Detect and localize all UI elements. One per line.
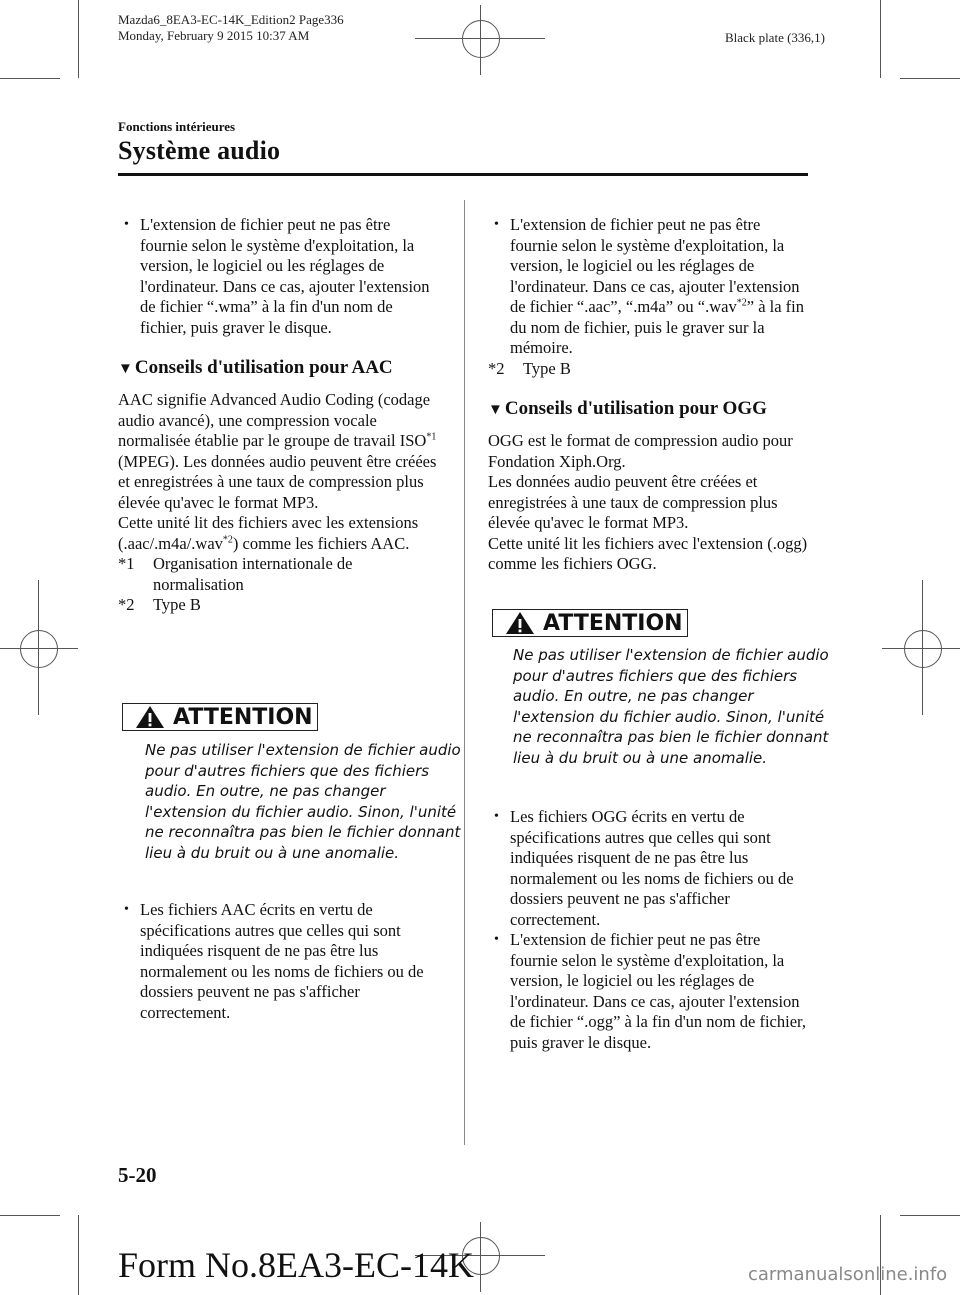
plate-label: Black plate (336,1) <box>725 30 825 45</box>
ogg-paragraph-3: Cette unité lit les fichiers avec l'extension (.ogg) comme les fichiers OGG. <box>488 533 808 573</box>
page-number: 5-20 <box>118 1163 157 1187</box>
file-date: Monday, February 9 2015 10:37 AM <box>118 28 310 43</box>
column-divider <box>464 200 465 1145</box>
warning-triangle-icon <box>135 705 165 729</box>
list-item: • L'extension de fichier peut ne pas être fournie selon le système d'exploitation, la version, le logiciel ou les réglages de l'ordinateur. Dans ce cas, ajouter l'extension de fichier “.aac”, “.m4a” ou “.wav$^{*2}$” à la fin du nom de fichier, puis le graver sur la mémoire. <box>488 215 810 359</box>
aac-heading: ▼ Conseils d'utilisation pour AAC <box>118 356 440 381</box>
ogg-paragraph-2: Les données audio peuvent être créées et enregistrées à une taux de compression plus élevée qu'avec le format MP3. <box>488 472 778 532</box>
footnote-2: *2 Type B <box>118 595 201 614</box>
list-item: • Les fichiers OGG écrits en vertu de spécifications autres que celles qui sont indiquées risquent de ne pas être lus normalement ou les noms de fichiers ou de dossiers peuvent ne pas s'afficher correctement. <box>488 807 810 930</box>
form-number: Form No.8EA3-EC-14K <box>118 1245 474 1285</box>
right-column-bottom <box>488 807 810 1053</box>
attention-text: Ne pas utiliser l'extension de fichier audio pour d'autres fichiers que des fichiers audio. En outre, ne pas changer l'extension du fichier audio. Sinon, l'unité ne reconnaîtra pas bien le fichier donnant lieu à du bruit ou à une anomalie. <box>513 646 829 767</box>
aac-paragraph-1: AAC signifie Advanced Audio Coding (codage audio avancé), une compression vocale normalisée établie par le groupe de travail ISO$^{*1}$ (MPEG). Les données audio peuvent être créées et enregistrées à une taux de compression plus élevée qu'avec le format MP3. <box>118 390 437 512</box>
file-info <box>118 12 344 44</box>
triangle-down-icon: ▼ <box>488 402 503 418</box>
footnote-1: *1 Organisation internationale de normalisation <box>118 554 353 594</box>
section-small: Fonctions intérieures <box>118 119 236 134</box>
aac-paragraph-2: Cette unité lit des fichiers avec les extensions (.aac/.m4a/.wav$^{*2}$) comme les fichiers AAC. <box>118 513 419 553</box>
ogg-heading: ▼ Conseils d'utilisation pour OGG <box>488 397 810 422</box>
list-item: • Les fichiers AAC écrits en vertu de spécifications autres que celles qui sont indiquées risquent de ne pas être lus normalement ou les noms de fichiers ou de dossiers peuvent ne pas s'afficher correctement. <box>118 900 440 1023</box>
warning-triangle-icon <box>505 611 535 635</box>
list-item: • L'extension de fichier peut ne pas être fournie selon le système d'exploitation, la version, le logiciel ou les réglages de l'ordinateur. Dans ce cas, ajouter l'extension de fichier “.wma” à la fin d'un nom de fichier, puis graver le disque. <box>118 215 440 338</box>
right-column <box>488 215 810 575</box>
attention-label: ATTENTION <box>122 703 318 731</box>
attention-text: Ne pas utiliser l'extension de fichier audio pour d'autres fichiers que des fichiers audio. En outre, ne pas changer l'extension du fichier audio. Sinon, l'unité ne reconnaîtra pas bien le fichier donnant lieu à du bruit ou à une anomalie. <box>145 741 461 862</box>
footnote-2: *2 Type B <box>488 358 571 378</box>
left-column-bottom <box>118 900 440 1023</box>
page-title: Système audio <box>118 136 281 165</box>
list-item: • L'extension de fichier peut ne pas être fournie selon le système d'exploitation, la version, le logiciel ou les réglages de l'ordinateur. Dans ce cas, ajouter l'extension de fichier “.ogg” à la fin d'un nom de fichier, puis graver le disque. <box>488 930 810 1053</box>
attention-label: ATTENTION <box>492 609 688 637</box>
ogg-paragraph-1: OGG est le format de compression audio pour Fondation Xiph.Org. <box>488 431 793 471</box>
left-column <box>118 215 440 616</box>
file-name: Mazda6_8EA3-EC-14K_Edition2 Page336 <box>118 12 344 27</box>
watermark: carmanualsonline.info <box>748 1264 948 1285</box>
triangle-down-icon: ▼ <box>118 361 133 377</box>
title-rule <box>118 173 808 176</box>
